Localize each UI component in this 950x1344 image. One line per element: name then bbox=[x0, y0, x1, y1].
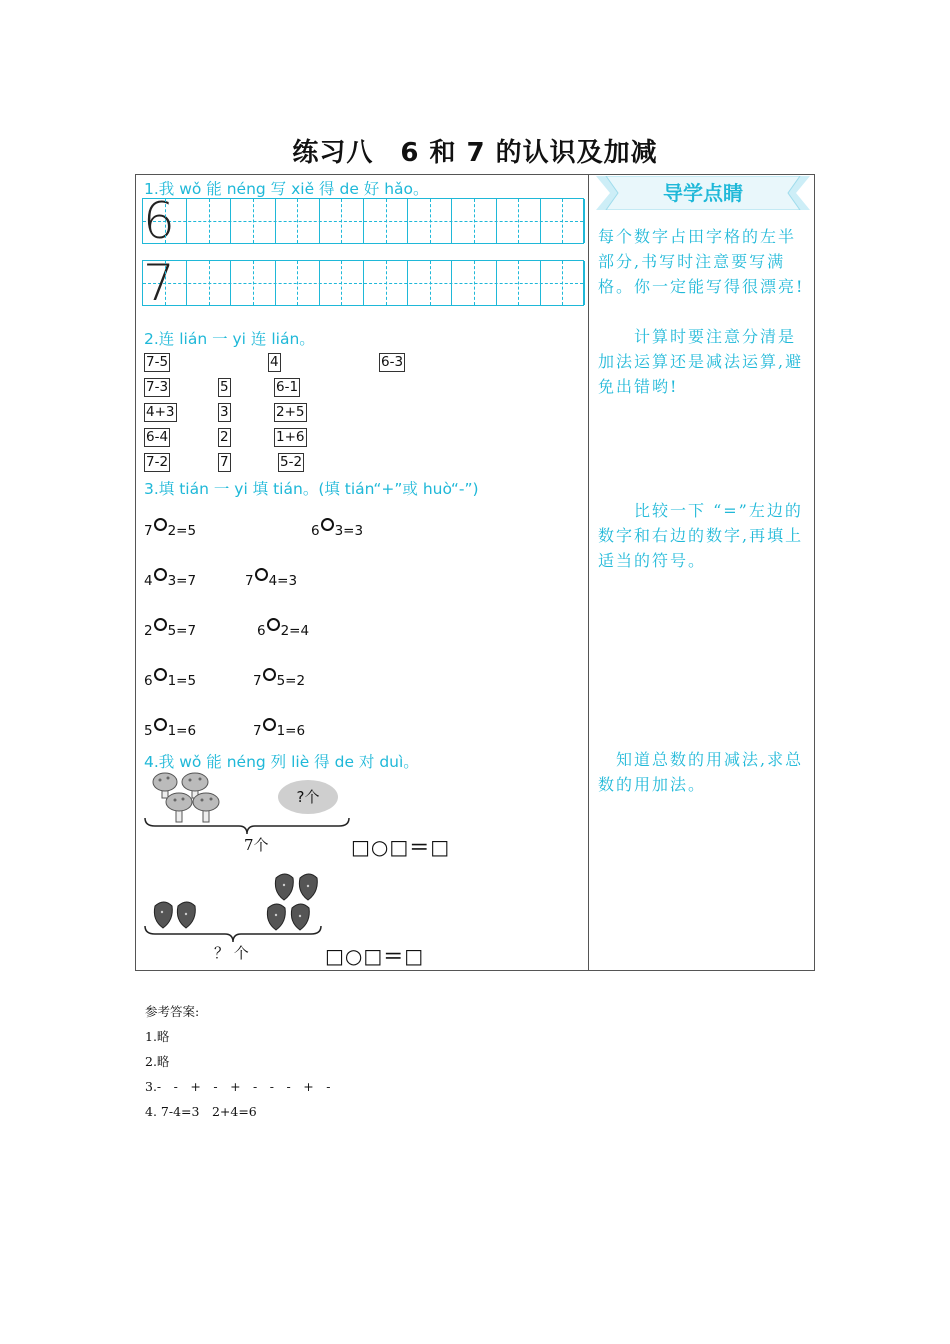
page-title: 练习八 6 和 7 的认识及加减 bbox=[292, 138, 658, 168]
fill-equation: 7 2=5 bbox=[144, 518, 196, 539]
digit-6: 6 bbox=[143, 192, 175, 250]
grid-cell[interactable] bbox=[452, 199, 496, 243]
unknown-count-bubble: ?个 bbox=[296, 788, 320, 806]
q2-heading: 2.连 lián 一 yi 连 lián。 bbox=[144, 330, 315, 348]
operator-circle[interactable] bbox=[154, 718, 167, 731]
grid-cell[interactable] bbox=[452, 261, 496, 305]
fill-equation: 2 5=7 bbox=[144, 618, 196, 639]
grid-cell[interactable] bbox=[541, 199, 585, 243]
grid-cell[interactable] bbox=[320, 199, 364, 243]
grid-cell[interactable] bbox=[276, 261, 320, 305]
grid-cell[interactable] bbox=[231, 261, 275, 305]
match-box[interactable]: 5-2 bbox=[280, 454, 303, 470]
sidebar-tip-writing: 每个数字占田字格的左半部分,书写时注意要写满格。你一定能写得很漂亮! bbox=[598, 227, 805, 296]
grid-cell[interactable] bbox=[143, 261, 187, 305]
match-box[interactable]: 3 bbox=[220, 404, 229, 420]
operator-circle[interactable] bbox=[154, 618, 167, 631]
match-box[interactable]: 7-3 bbox=[146, 379, 169, 395]
total-label-2: ？ 个 bbox=[214, 944, 249, 962]
operator-circle[interactable] bbox=[154, 518, 167, 531]
fill-equation: 7 4=3 bbox=[245, 568, 297, 589]
match-box[interactable]: 7 bbox=[220, 454, 229, 470]
grid-cell[interactable] bbox=[320, 261, 364, 305]
operator-circle[interactable] bbox=[263, 668, 276, 681]
q4-heading: 4.我 wǒ 能 néng 列 liè 得 de 对 duì。 bbox=[144, 753, 419, 771]
match-box[interactable]: 4 bbox=[270, 354, 279, 370]
sidebar-tip-compare: 比较一下 “=”左边的数字和右边的数字,再填上适当的符号。 bbox=[598, 501, 804, 570]
grid-cell[interactable] bbox=[364, 261, 408, 305]
grid-cell[interactable] bbox=[143, 199, 187, 243]
match-box[interactable]: 6-4 bbox=[146, 429, 169, 445]
match-box[interactable]: 5 bbox=[220, 379, 229, 395]
answer-3: 3.- - + - + - - - + - bbox=[145, 1079, 331, 1094]
sidebar-tip-calc: 计算时要注意分清是加法运算还是减法运算,避免出错哟! bbox=[598, 327, 804, 396]
writing-grid-7 bbox=[142, 254, 584, 312]
q1-heading: 1.我 wǒ 能 néng 写 xiě 得 de 好 hǎo。 bbox=[144, 180, 429, 198]
match-box[interactable]: 2+5 bbox=[276, 404, 305, 420]
grid-cell[interactable] bbox=[408, 261, 452, 305]
answer-1: 1.略 bbox=[145, 1029, 170, 1044]
fill-equation: 6 1=5 bbox=[144, 668, 196, 689]
match-box[interactable]: 4+3 bbox=[146, 404, 175, 420]
grid-cell[interactable] bbox=[231, 199, 275, 243]
brace-icon bbox=[143, 816, 351, 836]
operator-circle[interactable] bbox=[255, 568, 268, 581]
fill-equation: 5 1=6 bbox=[144, 718, 196, 739]
grid-cell[interactable] bbox=[408, 199, 452, 243]
fill-equation: 4 3=7 bbox=[144, 568, 196, 589]
fill-equation: 7 1=6 bbox=[253, 718, 305, 739]
grid-cell[interactable] bbox=[187, 199, 231, 243]
grid-cell[interactable] bbox=[364, 199, 408, 243]
answer-formula-2[interactable]: □○□＝□ bbox=[325, 944, 425, 968]
operator-circle[interactable] bbox=[154, 668, 167, 681]
match-box[interactable]: 2 bbox=[220, 429, 229, 445]
grid-cell[interactable] bbox=[276, 199, 320, 243]
grid-cell[interactable] bbox=[497, 261, 541, 305]
answer-2: 2.略 bbox=[145, 1054, 170, 1069]
answers-label: 参考答案: bbox=[145, 1004, 200, 1019]
match-box[interactable]: 1+6 bbox=[276, 429, 305, 445]
fill-equation: 7 5=2 bbox=[253, 668, 305, 689]
digit-7: 7 bbox=[143, 254, 175, 312]
grid-cell[interactable] bbox=[187, 261, 231, 305]
operator-circle[interactable] bbox=[267, 618, 280, 631]
operator-circle[interactable] bbox=[321, 518, 334, 531]
sidebar-header: 导学点睛 bbox=[663, 181, 743, 205]
writing-grid-6 bbox=[142, 192, 584, 250]
answer-formula-1[interactable]: □○□＝□ bbox=[351, 835, 451, 859]
match-box[interactable]: 6-1 bbox=[276, 379, 299, 395]
answer-4: 4. 7-4=3 2+4=6 bbox=[145, 1104, 257, 1119]
column-divider bbox=[588, 174, 589, 971]
total-label-1: 7个 bbox=[244, 836, 269, 854]
match-box[interactable]: 6-3 bbox=[381, 354, 404, 370]
match-box[interactable]: 7-5 bbox=[146, 354, 169, 370]
brace-icon bbox=[143, 924, 323, 944]
sidebar-tip-word-problem: 知道总数的用减法,求总数的用加法。 bbox=[598, 750, 804, 794]
grid-cell[interactable] bbox=[541, 261, 585, 305]
fill-equation: 6 3=3 bbox=[311, 518, 363, 539]
match-box[interactable]: 7-2 bbox=[146, 454, 169, 470]
fill-equation: 6 2=4 bbox=[257, 618, 309, 639]
operator-circle[interactable] bbox=[263, 718, 276, 731]
grid-cell[interactable] bbox=[497, 199, 541, 243]
q3-heading: 3.填 tián 一 yi 填 tián。(填 tián“+”或 huò“-”) bbox=[144, 480, 479, 498]
operator-circle[interactable] bbox=[154, 568, 167, 581]
